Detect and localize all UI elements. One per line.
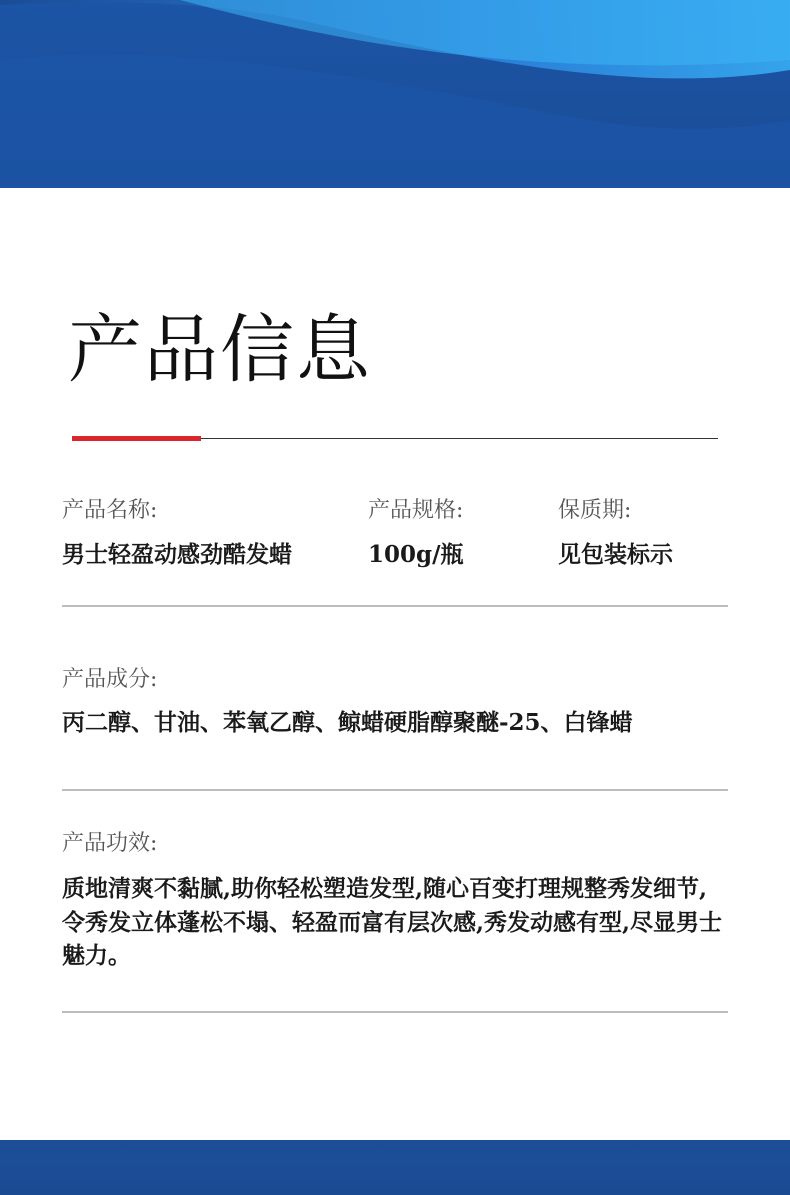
product-name-value: 男士轻盈动感劲酷发蜡 [62, 541, 292, 568]
banner-wave-graphic [0, 0, 790, 188]
title-accent-bar [72, 436, 201, 441]
shelf-life-value: 见包装标示 [558, 541, 673, 568]
product-size-label: 产品规格: [368, 498, 464, 523]
divider-ingredients [62, 789, 728, 791]
ingredients-value: 丙二醇、甘油、苯氧乙醇、鲸蜡硬脂醇聚醚-25、白锋蜡 [62, 709, 633, 736]
page-title: 产品信息 [68, 307, 372, 393]
shelf-life-label: 保质期: [558, 498, 632, 523]
product-size-value: 100g/瓶 [368, 541, 464, 568]
efficacy-label: 产品功效: [62, 831, 158, 856]
top-banner [0, 0, 790, 188]
product-name-label: 产品名称: [62, 498, 158, 523]
efficacy-text: 质地清爽不黏腻,助你轻松塑造发型,随心百变打理规整秀发细节,令秀发立体蓬松不塌、轻盈而富有层次感,秀发动感有型,尽显男士魅力。 [62, 875, 723, 969]
ingredients-label: 产品成分: [62, 667, 158, 692]
divider-specs [62, 605, 728, 607]
divider-efficacy [62, 1011, 728, 1013]
bottom-banner [0, 1140, 790, 1195]
